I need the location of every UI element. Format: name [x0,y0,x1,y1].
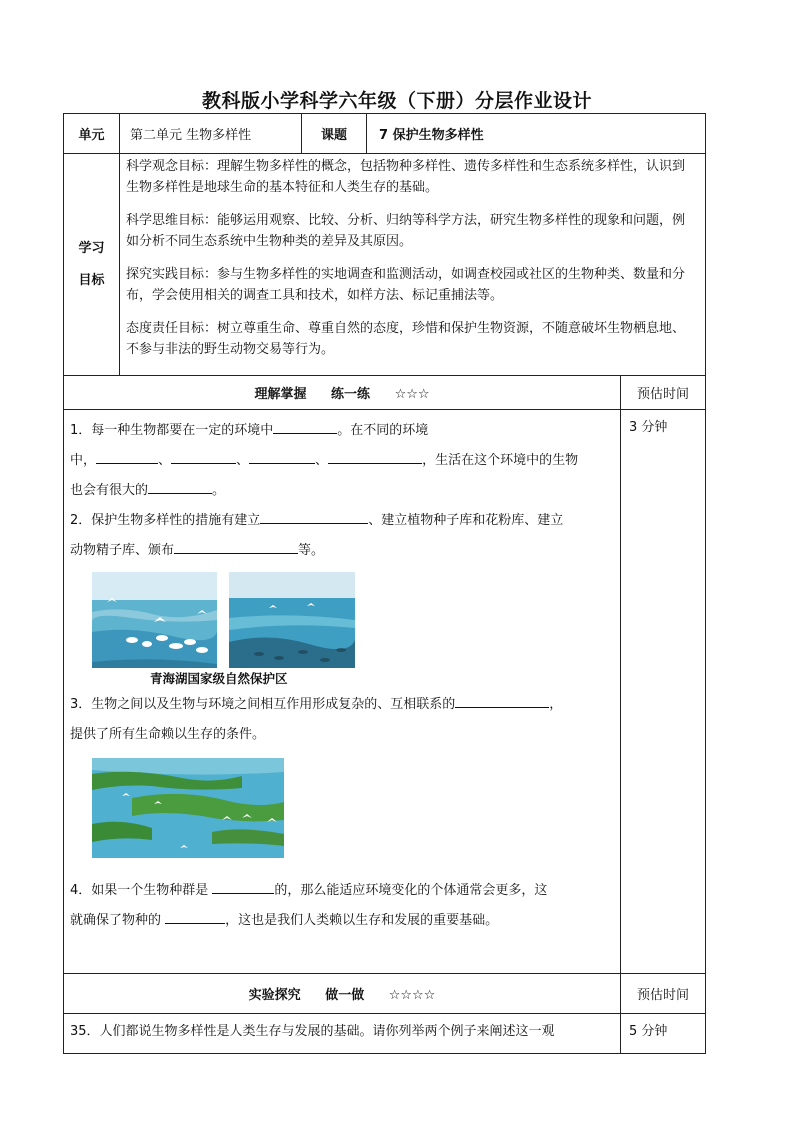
lesson-value: 7 保护生物多样性 [367,114,706,154]
goal-thinking: 科学思维目标：能够运用观察、比较、分析、归纳等科学方法，研究生物多样性的现象和问题，例如分析不同生态系统中生物种类的差异及其原因。 [126,213,686,249]
section1-header-row [64,376,706,410]
section1-title-a: 理解掌握 [254,387,307,402]
goal-attitude: 态度责任目标：树立尊重生命、尊重自然的态度，珍惜和保护生物资源，不随意破坏生物栖息地、不参与非法的野生动物交易等行为。 [126,321,686,357]
section2-time-value: 5 分钟 [621,1014,706,1054]
section2-time-header: 预估时间 [621,974,706,1014]
q1-line3: 也会有很大的 。 [70,476,614,506]
qinghai-lake-photos [92,572,614,668]
worksheet-table [63,113,706,1054]
section2-header-row [64,974,706,1014]
section1-time-value: 3 分钟 [621,410,706,974]
goals-label-line2: 目标 [78,272,105,288]
q1-blank-2[interactable] [96,449,158,464]
q3-line1: 3．生物之间以及生物与环境之间相互作用形成复杂的、互相联系的 ， [70,690,614,720]
section2-title-a: 实验探究 [248,988,301,1003]
section2-title [64,974,621,1014]
q1-blank-3[interactable] [171,449,236,464]
q2-line2: 动物精子库、颁布 等。 [70,536,614,566]
section1-time-header: 预估时间 [621,376,706,410]
q4-blank-1[interactable] [212,879,274,894]
q1-blank-5[interactable] [328,449,422,464]
q1-blank-6[interactable] [148,479,212,494]
goals-row [64,154,706,376]
goal-practice: 探究实践目标：参与生物多样性的实地调查和监测活动，如调查校园或社区的生物种类、数量和分布，学会使用相关的调查工具和技术，如样方法、标记重捕法等。 [126,267,686,303]
q2-blank-1[interactable] [260,509,368,524]
document-title: 教科版小学科学六年级（下册）分层作业设计 [201,90,592,112]
photo-caption: 青海湖国家级自然保护区 [150,671,288,686]
q4-line2: 就确保了物种的 ，这也是我们人类赖以生存和发展的重要基础。 [70,906,614,936]
q1-line1: 1．每一种生物都要在一定的环境中 。在不同的环境 [70,416,614,446]
q1-blank-4[interactable] [249,449,315,464]
q1-line2: 中， 、 、 、 ，生活在这个环境中的生物 [70,446,614,476]
section1-stars: ☆☆☆ [394,387,430,402]
section1-content-row [64,410,706,974]
q3-line2: 提供了所有生命赖以生存的条件。 [70,727,266,742]
goals-content [120,154,706,376]
wetland-photo [92,758,284,858]
goals-label [64,154,120,376]
section2-stars: ☆☆☆☆ [388,988,436,1003]
q2-line1: 2．保护生物多样性的措施有建立 、建立植物种子库和花粉库、建立 [70,506,614,536]
lesson-label: 课题 [302,114,367,154]
q4-line1: 4．如果一个生物种群是 的，那么能适应环境变化的个体通常会更多，这 [70,876,614,906]
header-row [64,114,706,154]
q2-blank-2[interactable] [174,539,298,554]
goal-concept: 科学观念目标：理解生物多样性的概念，包括物种多样性、遗传多样性和生态系统多样性，认识到生物多样性是地球生命的基本特征和人类生存的基础。 [126,159,686,195]
lake-fish-photo [229,572,355,668]
section1-questions [64,410,621,974]
q1-blank-1[interactable] [273,419,337,434]
goals-label-line1: 学习 [78,240,105,256]
section1-title-b: 练一练 [331,387,371,402]
section2-content-row [64,1014,706,1054]
lake-birds-photo [92,572,217,668]
section2-title-b: 做一做 [325,988,365,1003]
wetland-photo-wrap [92,758,614,858]
q4-blank-2[interactable] [165,909,225,924]
unit-value: 第二单元 生物多样性 [120,114,302,154]
unit-label: 单元 [64,114,120,154]
q3-blank-1[interactable] [455,693,549,708]
section1-title [64,376,621,410]
q35-text: 35．人们都说生物多样性是人类生存与发展的基础。请你列举两个例子来阐述这一观 [64,1014,621,1054]
